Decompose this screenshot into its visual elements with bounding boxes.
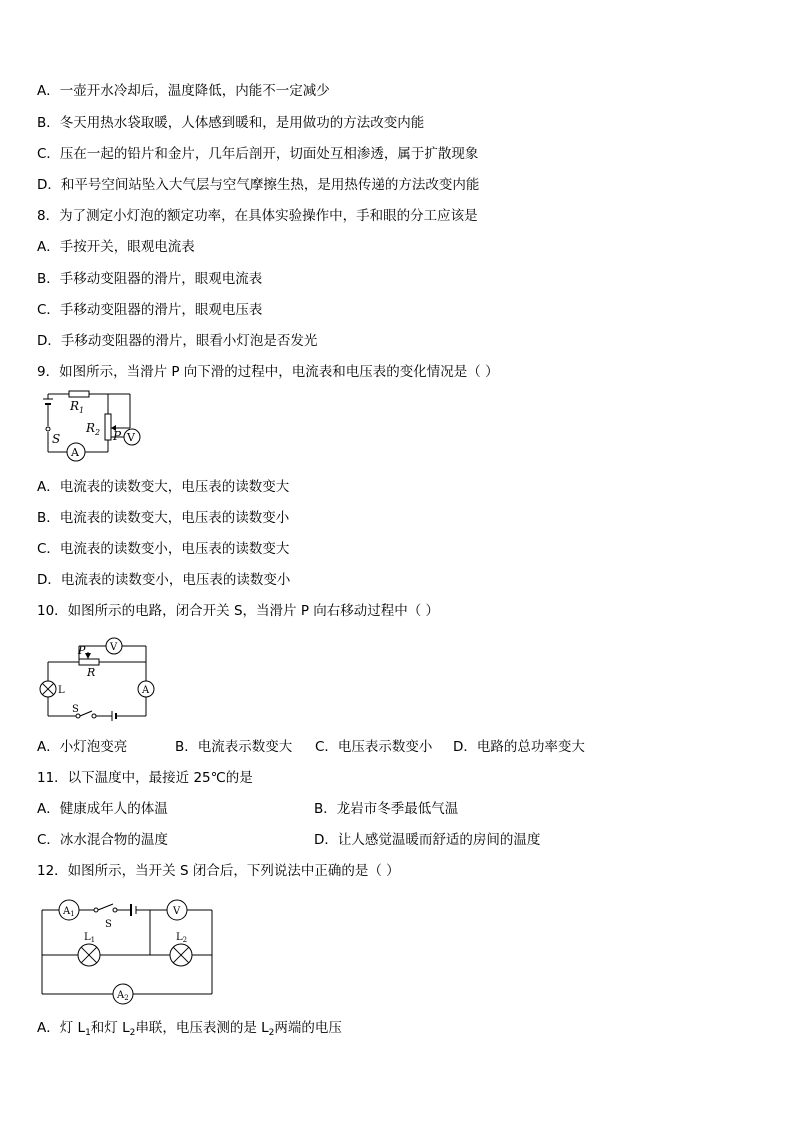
q12-label-v: V — [173, 906, 181, 917]
q9-label-s: S — [52, 432, 61, 446]
q10-circuit-diagram — [36, 632, 161, 724]
q10-option-a: A．小灯泡变亮 — [37, 739, 128, 755]
q12-label-a1: $A_1$ — [63, 906, 75, 918]
q8-option-b: B．手移动变阻器的滑片，眼观电流表 — [37, 271, 263, 287]
q11-stem: 11．以下温度中，最接近 25℃的是 — [37, 770, 253, 786]
q7-option-c: C．压在一起的铅片和金片，几年后剖开，切面处互相渗透，属于扩散现象 — [37, 146, 479, 162]
q12-option-a: A．灯 $L_1$和灯 $L_2$串联，电压表测的是 $L_2$两端的电压 — [37, 1020, 342, 1038]
q12-label-l2: $L_2$ — [176, 932, 188, 944]
q8-option-a: A．手按开关，眼观电流表 — [37, 239, 195, 255]
q9-stem: 9．如图所示，当滑片 P 向下滑的过程中，电流表和电压表的变化情况是（ ） — [37, 364, 499, 380]
q11-option-b: B．龙岩市冬季最低气温 — [314, 801, 459, 817]
q7-option-b: B．冬天用热水袋取暖，人体感到暖和，是用做功的方法改变内能 — [37, 115, 425, 131]
q7-option-a: A．一壶开水冷却后，温度降低，内能不一定减少 — [37, 83, 330, 99]
q10-stem: 10．如图所示的电路，闭合开关 S，当滑片 P 向右移动过程中（ ） — [37, 603, 440, 619]
q9-label-r1: $R_1$ — [70, 399, 85, 415]
q12-label-s: S — [105, 919, 112, 930]
q8-stem: 8．为了测定小灯泡的额定功率，在具体实验操作中，手和眼的分工应该是 — [37, 208, 478, 224]
q7-option-d: D．和平号空间站坠入大气层与空气摩擦生热，是用热传递的方法改变内能 — [37, 177, 480, 193]
q9-option-a: A．电流表的读数变大，电压表的读数变大 — [37, 479, 290, 495]
q10-label-r: R — [87, 666, 96, 679]
q9-circuit-diagram — [36, 388, 156, 468]
q10-label-p: P — [78, 644, 86, 657]
q11-options-row-2 — [37, 832, 540, 848]
q9-label-p: P — [113, 429, 122, 443]
q10-option-b: B．电流表示数变大 — [175, 739, 293, 755]
q9-option-c: C．电流表的读数变小，电压表的读数变大 — [37, 541, 290, 557]
q10-option-c: C．电压表示数变小 — [315, 739, 433, 755]
q10-label-a: A — [142, 685, 150, 696]
q9-label-r2: $R_2$ — [86, 421, 101, 437]
q10-option-d: D．电路的总功率变大 — [453, 739, 585, 755]
q12-circuit-diagram — [36, 896, 218, 1010]
q8-option-c: C．手移动变阻器的滑片，眼观电压表 — [37, 302, 263, 318]
q12-label-l1: $L_1$ — [84, 932, 96, 944]
q11-options-row-1 — [37, 801, 458, 817]
q10-label-v: V — [110, 642, 118, 653]
q11-option-d: D．让人感觉温暖而舒适的房间的温度 — [314, 832, 541, 848]
q9-label-a: A — [71, 446, 79, 459]
q9-option-b: B．电流表的读数变大，电压表的读数变小 — [37, 510, 290, 526]
q12-label-a2: $A_2$ — [117, 990, 129, 1002]
q11-option-c: C．冰水混合物的温度 — [37, 832, 168, 848]
q9-label-v: V — [127, 431, 135, 444]
q10-label-s: S — [72, 704, 79, 715]
q8-option-d: D．手移动变阻器的滑片，眼看小灯泡是否发光 — [37, 333, 318, 349]
q10-label-l: L — [58, 685, 65, 696]
q9-option-d: D．电流表的读数变小，电压表的读数变小 — [37, 572, 291, 588]
q12-stem: 12．如图所示，当开关 S 闭合后，下列说法中正确的是（ ） — [37, 863, 400, 879]
q10-options-row — [37, 739, 585, 755]
q11-option-a: A．健康成年人的体温 — [37, 801, 168, 817]
